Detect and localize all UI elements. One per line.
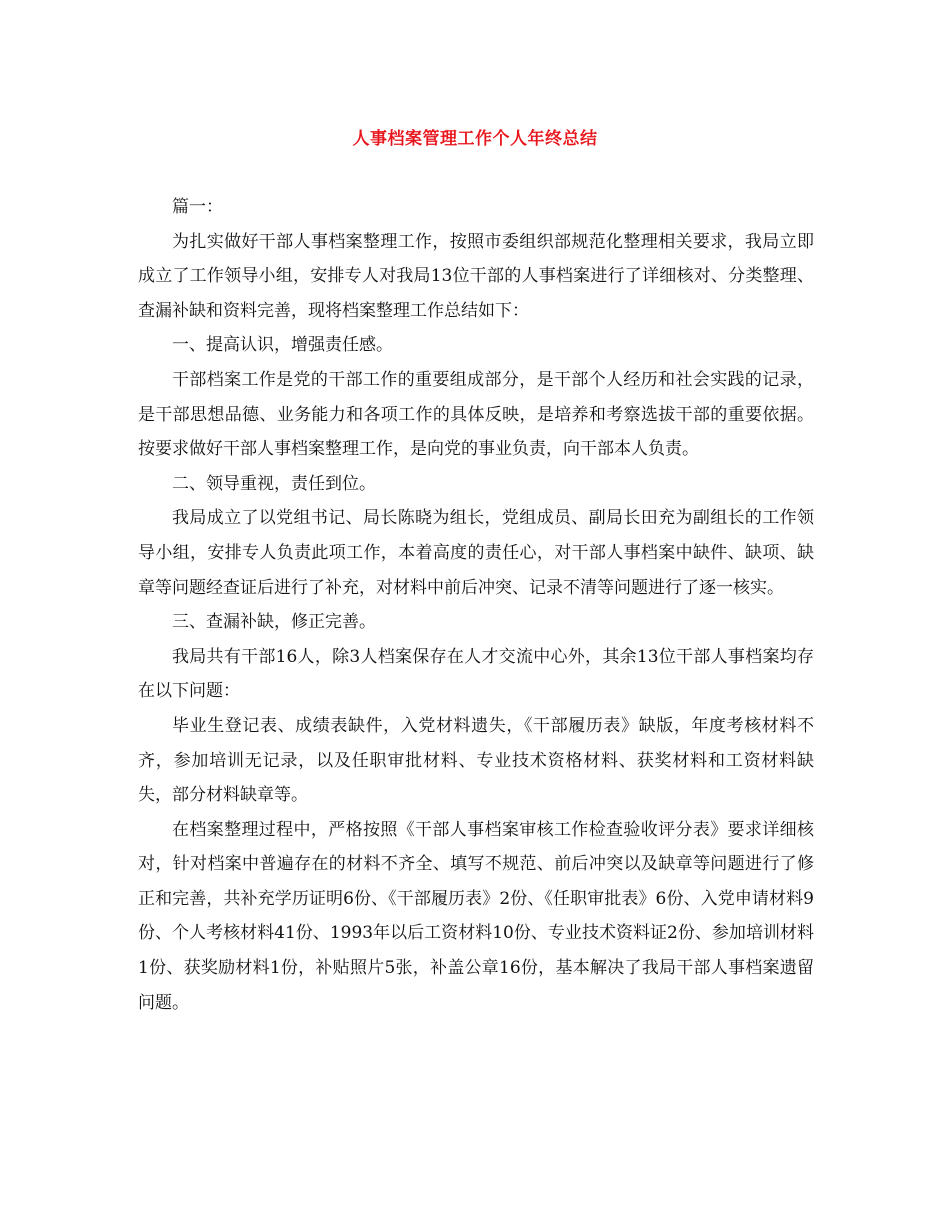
paragraph-section-3c: 在档案整理过程中，严格按照《干部人事档案审核工作检查验收评分表》要求详细核对，针对档案中普遍存在的材料不齐全、填写不规范、前后冲突以及缺章等问题进行了修正和完善，共补充学历证明6份、《干部履历表》2份、《任职审批表》6份、入党申请材料9份、个人考核材料41份、1993年以后工资材料10份、专业技术资料证2份、参加培训材料1份、获奖励材料1份，补贴照片5张，补盖公章16份，基本解决了我局干部人事档案遗留问题。 [138,819,814,1013]
document-title: 人事档案管理工作个人年终总结 [352,129,598,149]
heading-section-1: 一、提高认识，增强责任感。 [172,335,393,356]
heading-section-2: 二、领导重视，责任到位。 [172,473,376,494]
paragraph-section-1: 干部档案工作是党的干部工作的重要组成部分，是干部个人经历和社会实践的记录，是干部思想品德、业务能力和各项工作的具体反映，是培养和考察选拔干部的重要依据。按要求做好干部人事档案整理工作，是向党的事业负责，向干部本人负责。 [138,369,814,460]
document-body [138,190,814,1020]
paragraph-section-label: 篇一： [172,197,223,217]
paragraph-section-3a: 我局共有干部16人，除3人档案保存在人才交流中心外，其余13位干部人事档案均存在以下问题： [138,646,814,702]
heading-section-3: 三、查漏补缺，修正完善。 [172,612,376,633]
paragraph-section-3b: 毕业生登记表、成绩表缺件，入党材料遗失，《干部履历表》缺版，年度考核材料不齐，参加培训无记录，以及任职审批材料、专业技术资格材料、获奖材料和工资材料缺失，部分材料缺章等。 [138,715,814,806]
paragraph-section-2: 我局成立了以党组书记、局长陈晓为组长，党组成员、副局长田充为副组长的工作领导小组，安排专人负责此项工作，本着高度的责任心，对干部人事档案中缺件、缺项、缺章等问题经查证后进行了补充，对材料中前后冲突、记录不清等问题进行了逐一核实。 [138,508,814,598]
paragraph-intro: 为扎实做好干部人事档案整理工作，按照市委组织部规范化整理相关要求，我局立即成立了工作领导小组，安排专人对我局13位干部的人事档案进行了详细核对、分类整理、查漏补缺和资料完善，现将档案整理工作总结如下： [138,231,814,321]
